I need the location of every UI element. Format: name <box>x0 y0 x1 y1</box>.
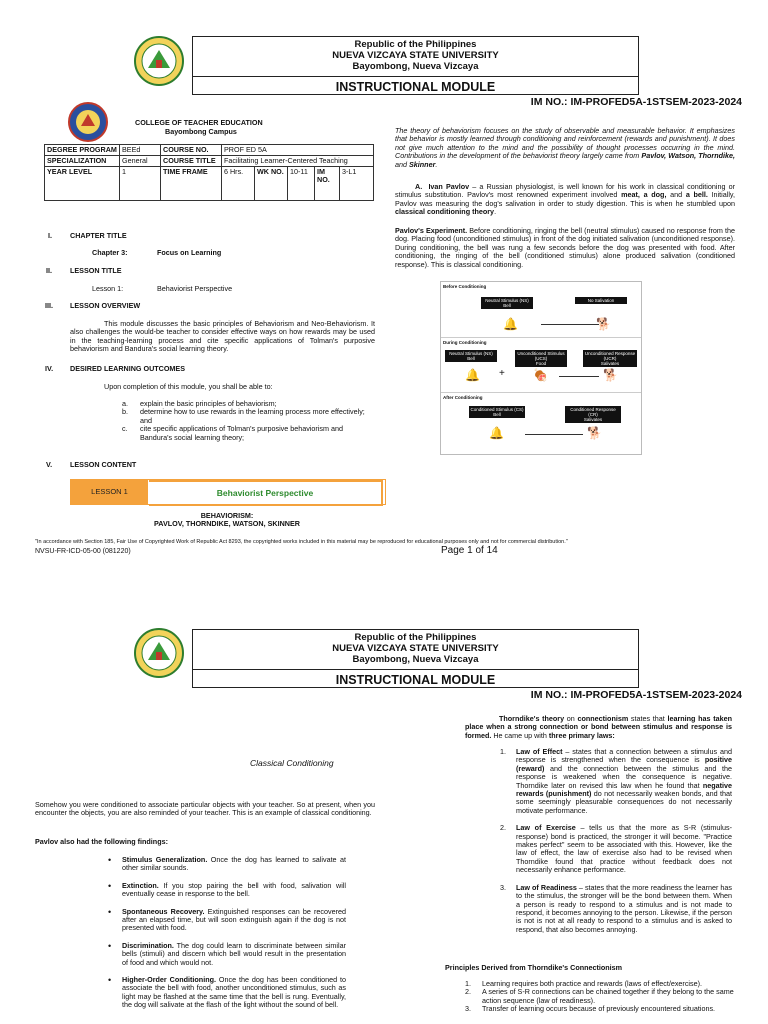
header-line3: Bayombong, Nueva Vizcaya <box>352 61 479 72</box>
classical-conditioning-title: Classical Conditioning <box>250 758 334 768</box>
outcomes-list <box>122 400 372 442</box>
header-line1: Republic of the Philippines <box>354 632 477 643</box>
college-name: COLLEGE OF TEACHER EDUCATION <box>135 118 263 127</box>
during-ns-box <box>445 350 497 362</box>
after-cr-label: Conditioned Response (CR) <box>570 407 616 417</box>
th-c: connectionism <box>577 714 629 723</box>
lesson-tab-title: Behaviorist Perspective <box>216 488 314 498</box>
value-course-title: Facilitating Learner-Centered Teaching <box>222 156 374 167</box>
finding-term: Higher-Order Conditioning. <box>122 975 216 985</box>
arrow-line <box>525 434 583 435</box>
after-cs-label: Conditioned Stimulus (CS) <box>470 407 524 412</box>
th-d: states that <box>628 714 668 723</box>
header-line2: NUEVA VIZCAYA STATE UNIVERSITY <box>332 643 499 654</box>
value-im-no: 3-L1 <box>340 167 374 201</box>
pavlov-paragraph <box>395 183 735 217</box>
outcome-letter: b. <box>122 407 128 417</box>
university-seal-1 <box>134 36 184 86</box>
law-item <box>500 748 732 815</box>
intro-and: and <box>395 159 409 169</box>
course-info-table <box>44 144 374 201</box>
college-campus: Bayombong Campus <box>165 127 237 136</box>
outcome-text: cite specific applications of Tolman's purposive behaviorism and Bandura's social learning theory; <box>140 424 343 442</box>
finding-item <box>108 976 346 1010</box>
principle-text: Transfer of learning occurs because of previously encountered situations. <box>482 1004 716 1014</box>
value-course-no: PROF ED 5A <box>222 145 374 156</box>
arrow-line <box>559 376 599 377</box>
law-part: – states that the more readiness the learner has to the stimulus, the stronger will be the bond between them. When a person is ready to respond to a stimulus and is not made to respond, it becomes annoying to the person. Likewise, if the person is not is not at all ready to respond to a stimulus and is asked to respond, that also becomes annoying. <box>516 882 732 934</box>
findings-list <box>108 856 346 1010</box>
before-ns-label: Neutral Stimulus (NS) <box>485 298 529 303</box>
form-code: NVSU-FR-ICD-05-00 (081220) <box>35 548 131 555</box>
principles-list <box>465 980 735 1014</box>
college-seal <box>68 102 108 142</box>
thorndike-laws <box>500 748 732 934</box>
behaviorism-intro <box>395 127 735 169</box>
finding-text: Extinguished responses can be recovered after an elapsed time, but will soon extinguish again if the dog is not presented with food. <box>122 906 346 933</box>
pavlov-text-c: and <box>666 190 686 200</box>
lesson-tab-bar <box>70 479 386 505</box>
outcomes-intro: Upon completion of this module, you shall be able to: <box>104 382 273 391</box>
finding-term: Stimulus Generalization. <box>122 855 208 864</box>
s4-num: IV. <box>45 364 54 373</box>
divider <box>441 337 641 338</box>
finding-text: Once the dog has been conditioned to associate the bell with food, another unconditioned stimulus, such as light may be flashed at the same time that the bell is rung. Eventually, the dog will salivate at the flash of the light without the sound of bell. <box>122 975 346 1010</box>
cc-intro: Somehow you were conditioned to associate particular objects with your teacher. So at present, when you encounter the objects, you are also reminded of your teacher. This is an example of classical conditioning. <box>35 800 375 818</box>
before-response-box <box>575 297 627 304</box>
law-part: positive (reward) <box>516 755 732 773</box>
label-course-title: COURSE TITLE <box>161 156 222 167</box>
thorndike-intro <box>465 715 732 740</box>
dog-icon: 🐕 <box>596 317 611 331</box>
finding-term: Extinction. <box>122 880 159 890</box>
principle-num: 1. <box>465 979 471 988</box>
finding-text: If you stop pairing the bell with food, salivation will eventually cease in response to the bell. <box>122 880 346 899</box>
value-degree-program: BEEd <box>120 145 161 156</box>
outcome-letter: a. <box>122 399 128 408</box>
during-ucr-label: Unconditioned Response (UCR) <box>584 351 636 361</box>
law-num: 2. <box>500 823 506 833</box>
behaviorism-subheading: PAVLOV, THORNDIKE, WATSON, SKINNER <box>154 519 300 528</box>
value-time-frame: 6 Hrs. <box>222 167 255 201</box>
pavlov-text-b: meat, a dog, <box>621 190 667 200</box>
header-box-1 <box>192 36 639 95</box>
intro-skinner: Skinner <box>409 159 436 169</box>
principle-item <box>465 988 735 1005</box>
pavlov-text-a: – a Russian physiologist, is well known for his work in classical conditioning or stimulus substitution. Pavlov's most renowned experiment involved <box>395 182 735 200</box>
law-part: do not necessarily weaken bonds, and that some seemingly pleasurable consequences do not necessarily motivate performance. <box>516 789 732 815</box>
im-number: IM NO.: IM-PROFED5A-1STSEM-2023-2024 <box>530 96 742 108</box>
pavlov-text-f: classical conditioning theory <box>395 207 495 217</box>
law-part: Law of Readiness <box>516 882 577 892</box>
plus-sign: + <box>499 368 505 379</box>
th-e: learning has taken place when a strong connection or bond between stimulus and response is formed. <box>465 714 732 740</box>
law-part: negative rewards (punishment) <box>516 780 732 799</box>
during-ucs-box <box>515 350 567 367</box>
law-num: 3. <box>500 882 506 892</box>
pavlov-text-g: . <box>494 207 497 217</box>
during-ns-sub: Bell <box>467 356 475 361</box>
principle-num: 3. <box>465 1004 471 1014</box>
outcome-text: explain the basic principles of behaviorism; <box>140 399 277 408</box>
during-ns-label: Neutral Stimulus (NS) <box>449 351 493 356</box>
findings-heading: Pavlov also had the following findings: <box>35 837 168 846</box>
before-label: Before Conditioning <box>443 284 487 289</box>
arrow-line <box>541 324 599 325</box>
finding-item <box>108 856 346 873</box>
during-ucr-sub: Salivates <box>600 361 620 366</box>
during-ucs-label: Unconditioned Stimulus (UCS) <box>517 351 565 361</box>
law-num: 1. <box>500 747 506 756</box>
intro-end: . <box>435 159 438 169</box>
module-title: INSTRUCTIONAL MODULE <box>193 76 638 94</box>
finding-text: The dog could learn to discriminate between similar bells (stimuli) and discern which bell would result in the presentation of food and which would not. <box>122 940 346 967</box>
law-part: and the connection between the stimulus and the response is weakened when the consequence is negative. Thorndike later on revised this law when he found that <box>516 763 732 790</box>
pavlov-text-e: Initially, Pavlov was measuring the dog's salivation in order to study digestion. This is when he stumbled upon <box>395 190 735 208</box>
value-wk-no: 10-11 <box>288 167 315 201</box>
outcome-text: determine how to use rewards in the learning process more effectively; and <box>140 407 365 425</box>
module-title: INSTRUCTIONAL MODULE <box>193 669 638 687</box>
outcome-item <box>122 408 372 425</box>
pavlov-name: Ivan Pavlov <box>428 182 470 191</box>
th-a: Thorndike's theory <box>499 714 565 723</box>
s1-title: CHAPTER TITLE <box>70 231 127 240</box>
law-part: – tells us that the more as S-R (stimulus-response) bond is practiced, the stronger it will become. "Practice makes perfect" seem to be associated with this. However, like the law of effect, the law of exercise also had to be revised when Thorndike found that practice without feedback does not necessarily enhance performance. <box>516 823 732 875</box>
bell-icon: 🔔 <box>465 368 480 382</box>
experiment-text: Before conditioning, ringing the bell (neutral stimulus) caused no response from the dog. Placing food (unconditioned stimulus) in front of the dog initiated salivation (unconditioned response). During conditioning, the bell was rung a few seconds before the dog was presented with food. After conditioning, the ringing of the bell (conditioned stimulus) alone produced salivation (conditioned response). This is classical conditioning. <box>395 226 735 269</box>
finding-term: Discrimination. <box>122 940 174 950</box>
before-response-label: No Salivation <box>587 298 615 303</box>
chapter-value: Focus on Learning <box>157 248 222 257</box>
header-line1: Republic of the Philippines <box>354 39 477 50</box>
before-ns-sub: Bell <box>503 303 511 308</box>
s2-title: LESSON TITLE <box>70 266 122 275</box>
after-cr-box <box>565 406 621 423</box>
label-im-no: IM NO. <box>315 167 340 201</box>
label-wk-no: WK NO. <box>255 167 288 201</box>
lesson-value: Behaviorist Perspective <box>157 284 233 293</box>
finding-item <box>108 942 346 967</box>
dog-icon: 🐕 <box>603 368 618 382</box>
header-box-2 <box>192 629 639 688</box>
intro-names: Pavlov, Watson, Thorndike, <box>641 151 736 161</box>
outcome-letter: c. <box>122 424 128 434</box>
s4-title: DESIRED LEARNING OUTCOMES <box>70 364 186 373</box>
label-degree-program: DEGREE PROGRAM <box>45 145 120 156</box>
label-year-level: YEAR LEVEL <box>45 167 120 201</box>
header-line2: NUEVA VIZCAYA STATE UNIVERSITY <box>332 50 499 61</box>
chapter-label: Chapter 3: <box>92 248 128 257</box>
during-ucs-sub: Food <box>535 361 547 366</box>
after-cs-sub: Bell <box>493 412 501 417</box>
law-item <box>500 884 732 934</box>
s5-title: LESSON CONTENT <box>70 460 137 469</box>
principle-num: 2. <box>465 987 471 997</box>
food-icon: 🍖 <box>533 368 548 382</box>
pavlov-letter: A. <box>415 182 423 191</box>
value-year-level: 1 <box>120 167 161 201</box>
outcome-item <box>122 425 372 442</box>
s1-num: I. <box>48 231 52 240</box>
finding-term: Spontaneous Recovery. <box>122 906 205 916</box>
page-number: Page 1 of 14 <box>441 545 498 556</box>
experiment-label: Pavlov's Experiment. <box>395 226 468 235</box>
header-line3: Bayombong, Nueva Vizcaya <box>352 654 479 665</box>
after-cs-box <box>469 406 525 418</box>
finding-item <box>108 882 346 899</box>
pavlov-experiment <box>395 227 735 269</box>
law-item <box>500 824 732 874</box>
divider <box>441 392 641 393</box>
during-label: During Conditioning <box>443 340 487 345</box>
label-time-frame: TIME FRAME <box>161 167 222 201</box>
th-f: He came up with <box>491 730 549 740</box>
label-specialization: SPECIALIZATION <box>45 156 120 167</box>
s2-num: II. <box>46 266 52 275</box>
lesson-overview: This module discusses the basic principles of Behaviorism and Neo-Behaviorism. It also challenges the would-be teacher to consider effective ways on how rewards may be used in the teaching-learning process and cite specific applications of Tolman's purposive behaviorism and Bandura's social learning theory. <box>70 319 375 354</box>
bell-icon: 🔔 <box>503 317 518 331</box>
law-part: – states that a connection between a stimulus and response is strengthened when the consequence is <box>516 747 732 765</box>
copyright-disclaimer: "In accordance with Section 185, Fair Use of Copyrighted Work of Republic Act 8293, the copyrighted works included in this material may be reproduced for educational purposes only and not for commercial distribution." <box>35 539 568 545</box>
s3-num: III. <box>45 301 53 310</box>
after-label: After Conditioning <box>443 395 483 400</box>
principles-heading: Principles Derived from Thorndike's Connectionism <box>445 963 623 972</box>
law-part: Law of Effect <box>516 747 563 756</box>
principle-text: Learning requires both practice and rewards (laws of effect/exercise). <box>482 979 702 988</box>
th-b: on <box>564 714 578 723</box>
label-course-no: COURSE NO. <box>161 145 222 156</box>
before-ns-box <box>481 297 533 309</box>
finding-text: Once the dog has learned to salivate at other similar sounds. <box>122 855 347 873</box>
lesson-tab-label-box <box>71 480 148 504</box>
s3-title: LESSON OVERVIEW <box>70 301 141 310</box>
intro-text: The theory of behaviorism focuses on the study of observable and measurable behavior. It emphasizes that behavior is mostly learned through conditioning and reinforcement (rewards and punishment). It does not give much attention to the mind and the possibility of thought processes occurring in the mind. Contributions in the development of the behaviorist theory largely came from <box>395 126 735 161</box>
university-seal-2 <box>134 628 184 678</box>
dog-icon: 🐕 <box>587 426 602 440</box>
behaviorism-heading: BEHAVIORISM: <box>200 511 254 520</box>
value-specialization: General <box>120 156 161 167</box>
th-g: three primary laws: <box>548 730 615 740</box>
principle-text: A series of S-R connections can be chained together if they belong to the same action sequence (law of readiness). <box>482 987 734 1005</box>
law-part: Law of Exercise <box>516 823 576 833</box>
pavlov-text-d: a bell. <box>685 190 708 200</box>
conditioning-diagram <box>440 281 642 455</box>
bell-icon: 🔔 <box>489 426 504 440</box>
im-number: IM NO.: IM-PROFED5A-1STSEM-2023-2024 <box>530 689 742 701</box>
lesson-tab-label: LESSON 1 <box>91 487 128 496</box>
after-cr-sub: Salivates <box>583 417 603 422</box>
principle-item <box>465 1005 735 1013</box>
finding-item <box>108 908 346 933</box>
lesson-label: Lesson 1: <box>92 284 124 293</box>
s5-num: V. <box>46 460 53 469</box>
during-ucr-box <box>583 350 637 367</box>
